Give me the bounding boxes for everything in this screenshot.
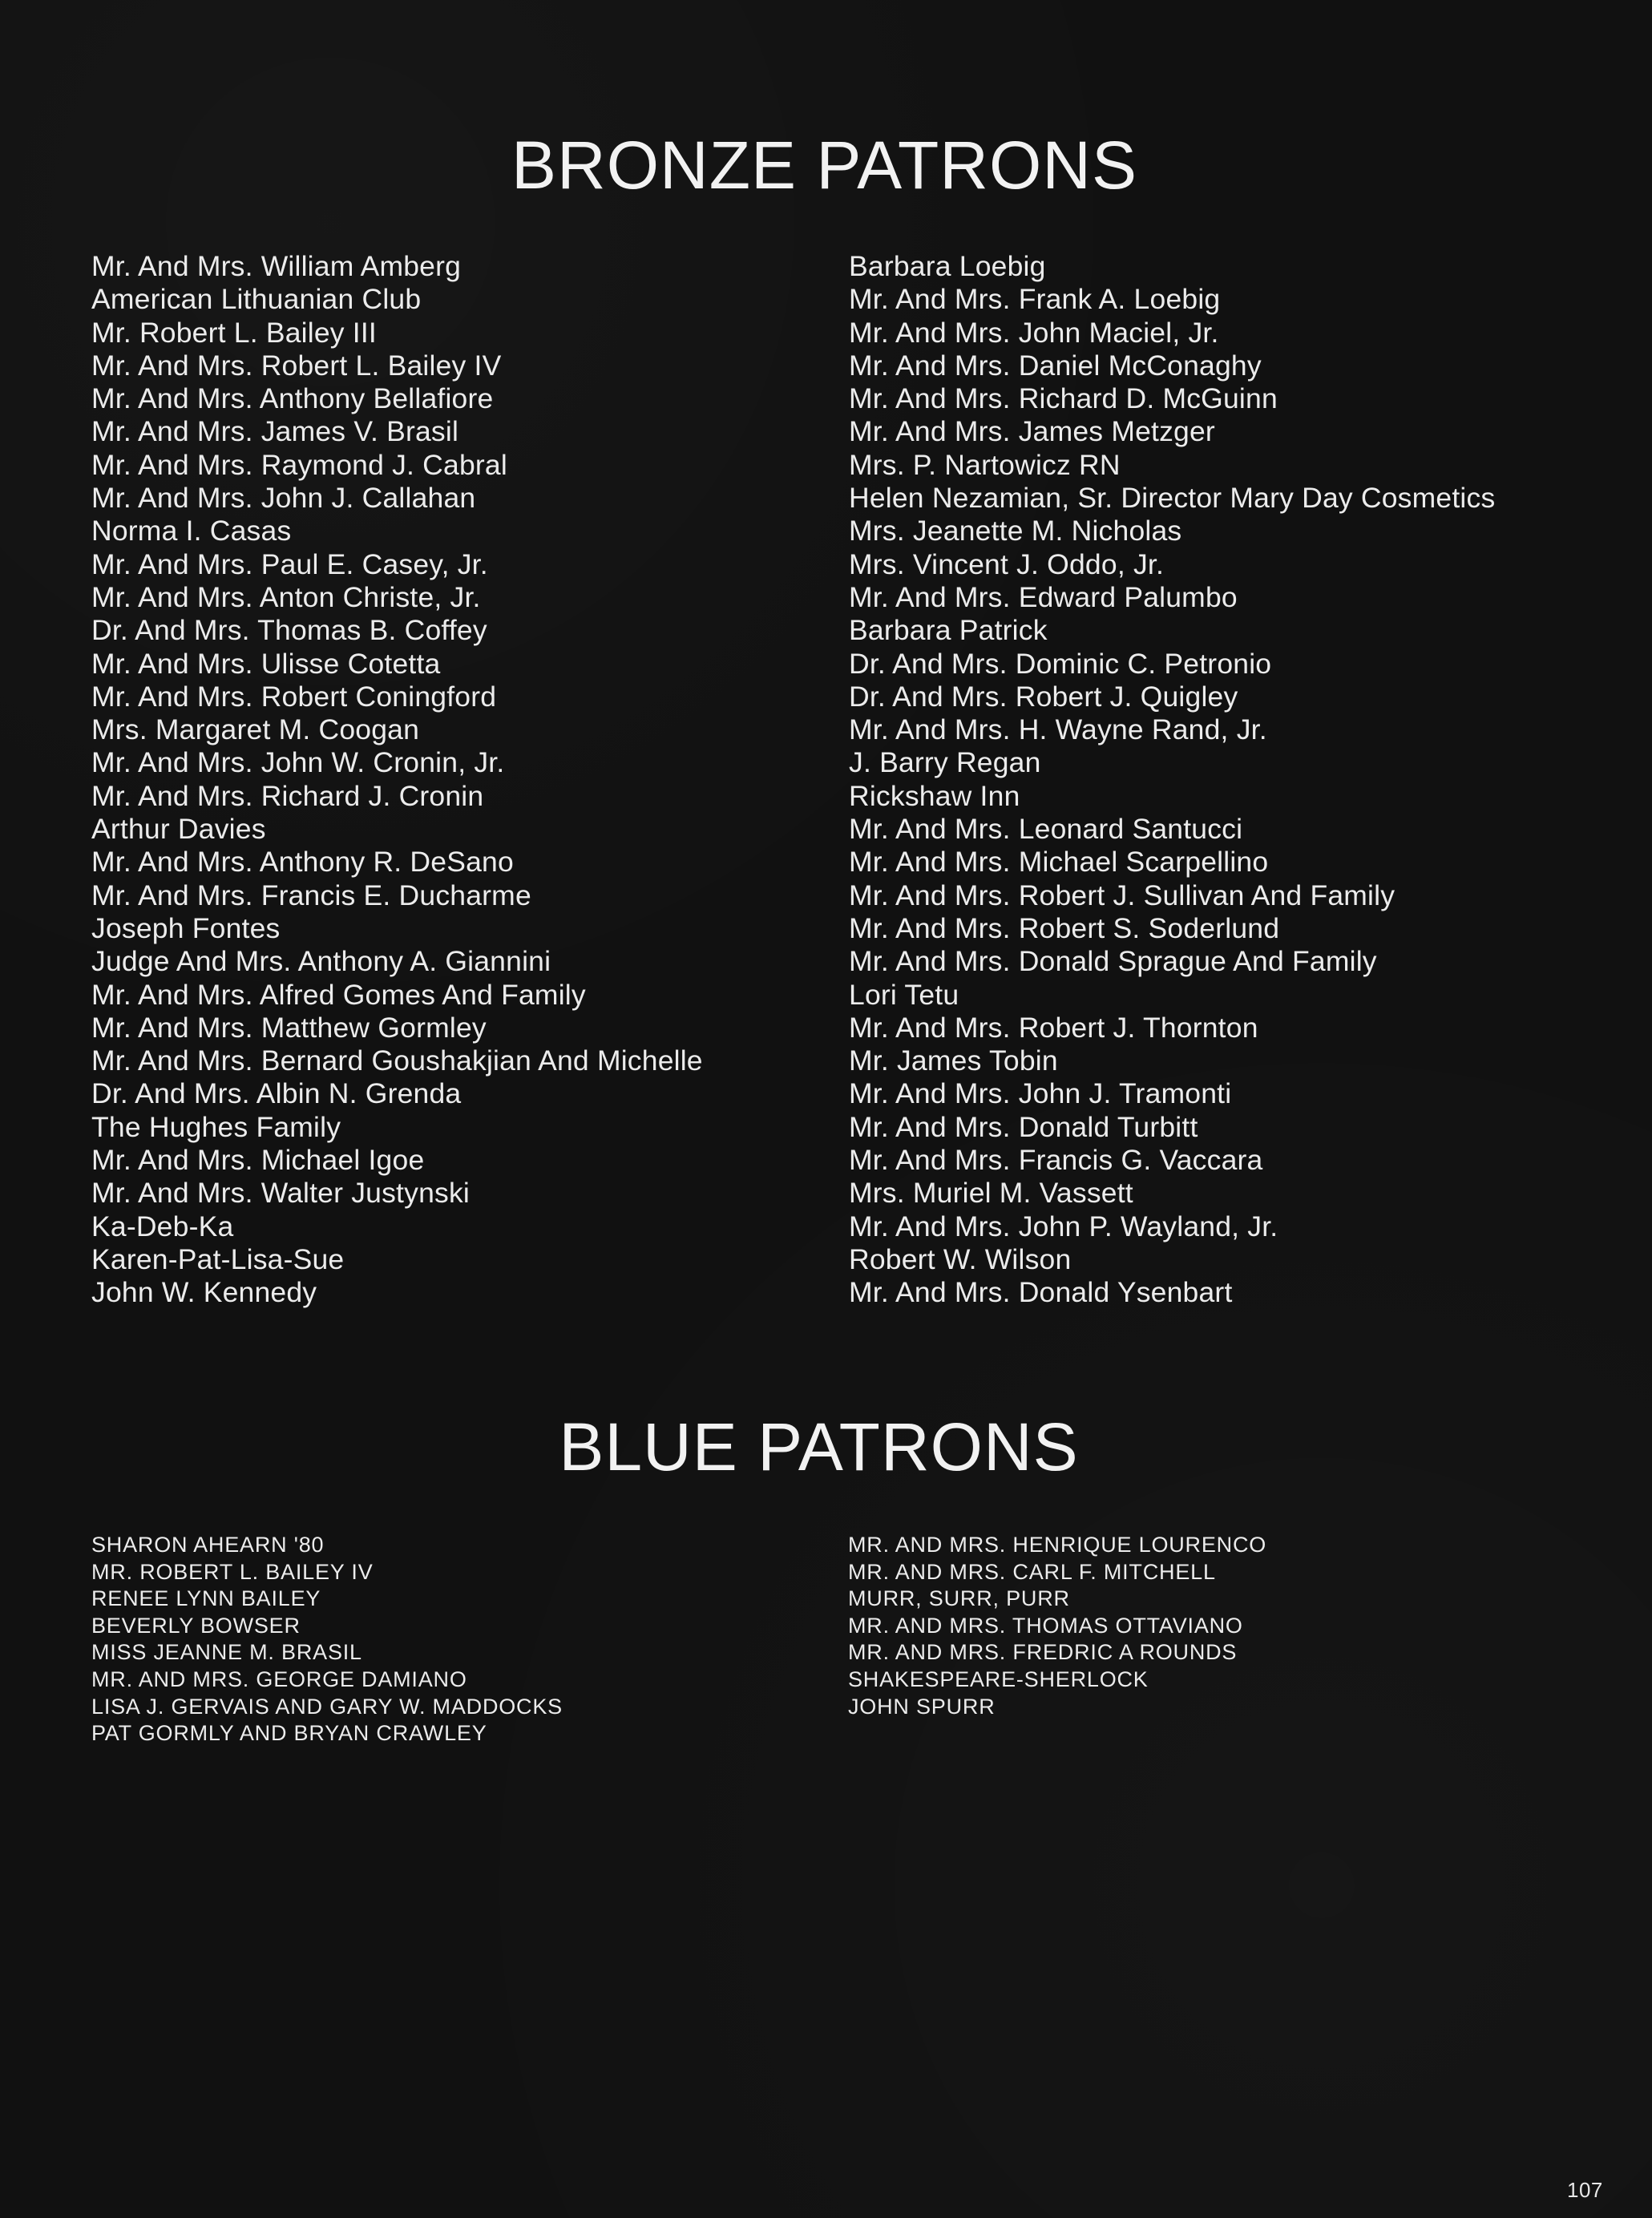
bronze-patron-entry: Mr. And Mrs. H. Wayne Rand, Jr. bbox=[849, 713, 1267, 746]
bronze-patron-entry: Mr. And Mrs. Daniel McConaghy bbox=[849, 349, 1262, 382]
blue-patron-entry: RENEE LYNN BAILEY bbox=[91, 1586, 321, 1611]
blue-patron-entry: MISS JEANNE M. BRASIL bbox=[91, 1640, 362, 1665]
bronze-patron-entry: Mr. And Mrs. Frank A. Loebig bbox=[849, 283, 1221, 316]
bronze-patron-entry: Mrs. P. Nartowicz RN bbox=[849, 448, 1121, 481]
bronze-patron-entry: The Hughes Family bbox=[91, 1110, 341, 1143]
blue-patron-entry: LISA J. GERVAIS AND GARY W. MADDOCKS bbox=[91, 1694, 563, 1719]
bronze-patron-entry: Mr. And Mrs. Richard J. Cronin bbox=[91, 779, 484, 812]
bronze-patron-entry: Mr. And Mrs. Robert L. Bailey IV bbox=[91, 349, 502, 382]
bronze-patron-entry: John W. Kennedy bbox=[91, 1276, 317, 1309]
bronze-patron-entry: Mr. And Mrs. Ulisse Cotetta bbox=[91, 647, 441, 680]
bronze-patron-entry: American Lithuanian Club bbox=[91, 283, 422, 316]
bronze-patron-entry: Karen-Pat-Lisa-Sue bbox=[91, 1242, 345, 1275]
bronze-patron-entry: Mrs. Jeanette M. Nicholas bbox=[849, 515, 1182, 547]
bronze-patron-entry: Mrs. Margaret M. Coogan bbox=[91, 713, 420, 746]
bronze-patron-entry: Joseph Fontes bbox=[91, 911, 281, 944]
blue-patron-entry: SHAKESPEARE-SHERLOCK bbox=[848, 1667, 1149, 1691]
bronze-patron-entry: Mr. And Mrs. Anthony R. DeSano bbox=[91, 846, 514, 879]
bronze-patron-entry: Mr. And Mrs. John J. Tramonti bbox=[849, 1077, 1232, 1110]
bronze-patron-entry: Mr. And Mrs. Edward Palumbo bbox=[849, 580, 1238, 613]
bronze-patron-entry: Mr. And Mrs. Bernard Goushakjian And Michelle bbox=[91, 1044, 703, 1077]
bronze-patron-entry: Mr. And Mrs. James Metzger bbox=[849, 415, 1215, 448]
blue-patron-entry: MR. ROBERT L. BAILEY IV bbox=[91, 1559, 374, 1584]
blue-patron-entry: MR. AND MRS. FREDRIC A ROUNDS bbox=[848, 1640, 1238, 1665]
bronze-patron-entry: Dr. And Mrs. Dominic C. Petronio bbox=[849, 647, 1272, 680]
bronze-patron-entry: Mr. And Mrs. Richard D. McGuinn bbox=[849, 382, 1278, 415]
blue-patrons-heading: BLUE PATRONS bbox=[559, 1409, 1079, 1485]
bronze-patron-entry: Mrs. Vincent J. Oddo, Jr. bbox=[849, 547, 1165, 580]
blue-patron-entry: JOHN SPURR bbox=[848, 1694, 996, 1719]
bronze-patron-entry: Ka-Deb-Ka bbox=[91, 1210, 234, 1242]
bronze-patron-entry: Dr. And Mrs. Albin N. Grenda bbox=[91, 1077, 462, 1110]
bronze-patron-entry: Arthur Davies bbox=[91, 813, 266, 846]
bronze-patron-entry: Mr. And Mrs. John J. Callahan bbox=[91, 482, 476, 515]
bronze-patron-entry: Mr. And Mrs. Donald Sprague And Family bbox=[849, 945, 1377, 978]
bronze-patron-entry: Mr. And Mrs. Anthony Bellafiore bbox=[91, 382, 494, 415]
bronze-patron-entry: Mr. And Mrs. Donald Turbitt bbox=[849, 1110, 1198, 1143]
bronze-patron-entry: Mr. And Mrs. Robert J. Sullivan And Family bbox=[849, 879, 1396, 911]
bronze-patron-entry: Mr. And Mrs. James V. Brasil bbox=[91, 415, 459, 448]
blue-patrons-left-list bbox=[91, 1532, 563, 1747]
bronze-patrons-left-list bbox=[91, 250, 703, 1310]
bronze-patron-entry: Mr. And Mrs. Alfred Gomes And Family bbox=[91, 978, 586, 1011]
bronze-patron-entry: Mr. And Mrs. Michael Igoe bbox=[91, 1144, 425, 1177]
blue-patron-entry: SHARON AHEARN '80 bbox=[91, 1533, 325, 1557]
blue-patron-entry: PAT GORMLY AND BRYAN CRAWLEY bbox=[91, 1721, 487, 1746]
bronze-patron-entry: Rickshaw Inn bbox=[849, 779, 1020, 812]
bronze-patron-entry: Mr. And Mrs. Walter Justynski bbox=[91, 1177, 470, 1210]
bronze-patron-entry: J. Barry Regan bbox=[849, 746, 1041, 779]
bronze-patron-entry: Lori Tetu bbox=[849, 978, 959, 1011]
bronze-patron-entry: Mr. And Mrs. John P. Wayland, Jr. bbox=[849, 1210, 1278, 1242]
bronze-patron-entry: Mr. And Mrs. Robert J. Thornton bbox=[849, 1011, 1258, 1044]
bronze-patron-entry: Mr. And Mrs. Leonard Santucci bbox=[849, 813, 1243, 846]
bronze-patron-entry: Mr. And Mrs. John W. Cronin, Jr. bbox=[91, 746, 505, 779]
bronze-patron-entry: Mr. And Mrs. Francis E. Ducharme bbox=[91, 879, 531, 911]
bronze-patron-entry: Mr. And Mrs. Raymond J. Cabral bbox=[91, 448, 507, 481]
bronze-patron-entry: Barbara Loebig bbox=[849, 250, 1046, 282]
bronze-patron-entry: Dr. And Mrs. Robert J. Quigley bbox=[849, 680, 1238, 713]
bronze-patron-entry: Helen Nezamian, Sr. Director Mary Day Cosmetics bbox=[849, 482, 1496, 515]
blue-patrons-right-list bbox=[848, 1532, 1266, 1720]
bronze-patron-entry: Mr. And Mrs. Matthew Gormley bbox=[91, 1011, 487, 1044]
blue-patron-entry: MR. AND MRS. GEORGE DAMIANO bbox=[91, 1667, 467, 1691]
blue-patron-entry: BEVERLY BOWSER bbox=[91, 1613, 301, 1638]
blue-patron-entry: MR. AND MRS. CARL F. MITCHELL bbox=[848, 1559, 1216, 1584]
bronze-patron-entry: Mr. And Mrs. Robert Coningford bbox=[91, 680, 497, 713]
bronze-patron-entry: Mr. James Tobin bbox=[849, 1044, 1058, 1077]
page-number: 107 bbox=[1567, 2178, 1603, 2202]
bronze-patron-entry: Mr. And Mrs. Donald Ysenbart bbox=[849, 1276, 1233, 1309]
bronze-patron-entry: Judge And Mrs. Anthony A. Giannini bbox=[91, 945, 551, 978]
bronze-patron-entry: Mr. And Mrs. Paul E. Casey, Jr. bbox=[91, 547, 488, 580]
bronze-patron-entry: Norma I. Casas bbox=[91, 515, 292, 547]
blue-patron-entry: MURR, SURR, PURR bbox=[848, 1586, 1070, 1611]
bronze-patrons-heading: BRONZE PATRONS bbox=[511, 127, 1137, 203]
bronze-patron-entry: Mr. And Mrs. Robert S. Soderlund bbox=[849, 911, 1280, 944]
bronze-patron-entry: Robert W. Wilson bbox=[849, 1242, 1072, 1275]
bronze-patron-entry: Mr. And Mrs. John Maciel, Jr. bbox=[849, 316, 1219, 349]
blue-patron-entry: MR. AND MRS. THOMAS OTTAVIANO bbox=[848, 1613, 1243, 1638]
bronze-patron-entry: Mrs. Muriel M. Vassett bbox=[849, 1177, 1133, 1210]
bronze-patron-entry: Mr. Robert L. Bailey III bbox=[91, 316, 377, 349]
bronze-patron-entry: Mr. And Mrs. Michael Scarpellino bbox=[849, 846, 1269, 879]
blue-patron-entry: MR. AND MRS. HENRIQUE LOURENCO bbox=[848, 1533, 1267, 1557]
bronze-patron-entry: Mr. And Mrs. William Amberg bbox=[91, 250, 462, 282]
bronze-patron-entry: Barbara Patrick bbox=[849, 614, 1048, 647]
bronze-patrons-right-list bbox=[849, 250, 1495, 1310]
bronze-patron-entry: Dr. And Mrs. Thomas B. Coffey bbox=[91, 614, 487, 647]
bronze-patron-entry: Mr. And Mrs. Francis G. Vaccara bbox=[849, 1144, 1263, 1177]
bronze-patron-entry: Mr. And Mrs. Anton Christe, Jr. bbox=[91, 580, 481, 613]
